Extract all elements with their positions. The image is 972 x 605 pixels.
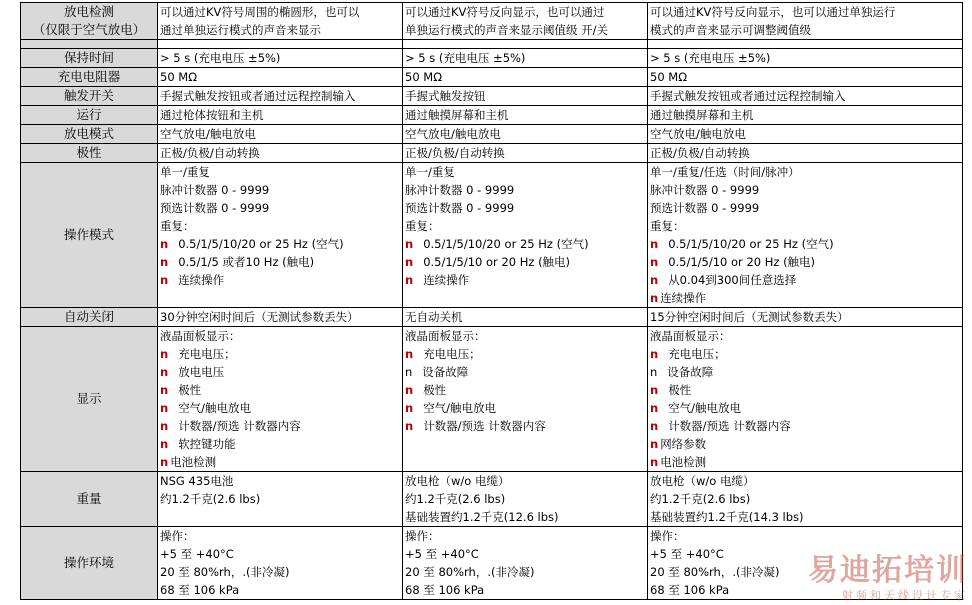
cell-auto-off-2: 无自动关机 — [403, 308, 648, 327]
bullet: n — [650, 255, 659, 269]
row-polarity — [21, 144, 963, 163]
row-hold-time — [21, 49, 963, 68]
label-trigger: 触发开关 — [21, 87, 158, 106]
row-discharge-mode — [21, 125, 963, 144]
bullet: n — [160, 419, 169, 433]
cell-auto-off-3: 15分钟空闲时间后（无测试参数丢失） — [648, 308, 963, 327]
cell-display-2: 液晶面板显示： n 充电电压； n 设备故障 n 极性 n 空气/触电放电 n 计数器/预选 计数器内容 — [403, 327, 648, 472]
label-hold-time: 保持时间 — [21, 49, 158, 68]
row-trigger — [21, 87, 963, 106]
cell-weight-3: 放电枪（w/o 电缆） 约1.2千克(2.6 lbs) 基础装置约1.2千克(14.3 lbs) — [648, 472, 963, 527]
row-run — [21, 106, 963, 125]
label-display: 显示 — [21, 327, 158, 472]
bullet: n — [160, 347, 169, 361]
bullet: n — [160, 437, 169, 451]
row-gap — [21, 40, 963, 49]
cell-discharge-mode-1: 空气放电/触电放电 — [158, 125, 403, 144]
cell-charge-resistor-3: 50 MΩ — [648, 68, 963, 87]
cell-environment-2: 操作： +5 至 +40°C 20 至 80%rh，.(非冷凝) 68 至 106 kPa — [403, 527, 648, 600]
row-charge-resistor — [21, 68, 963, 87]
bullet: n — [650, 237, 659, 251]
bullet: n — [405, 273, 414, 287]
label-discharge-detect: 放电检测 （仅限于空气放电） — [21, 3, 158, 40]
bullet: n — [650, 347, 659, 361]
label-discharge-mode: 放电模式 — [21, 125, 158, 144]
cell-hold-time-1: > 5 s (充电电压 ±5%) — [158, 49, 403, 68]
cell-environment-3: 操作： +5 至 +40°C 20 至 80%rh，.(非冷凝) 68 至 106 kPa — [648, 527, 963, 600]
bullet: n — [405, 347, 414, 361]
bullet: n — [650, 383, 659, 397]
bullet: n — [160, 365, 169, 379]
row-display — [21, 327, 963, 472]
cell-discharge-detect-2: 可以通过KV符号反向显示，也可以通过 单独运行模式的声音来显示阈值级 开/关 — [403, 3, 648, 40]
cell-display-3: 液晶面板显示： n 充电电压； n 设备故障 n 极性 n 空气/触电放电 n 计数器/预选 计数器内容 n 网络参数 n 电池检测 — [648, 327, 963, 472]
bullet: n — [650, 437, 659, 451]
cell-run-1: 通过枪体按钮和主机 — [158, 106, 403, 125]
bullet: n — [160, 383, 169, 397]
watermark-subtitle: 射频和天线设计专家 — [842, 589, 968, 602]
cell-discharge-mode-2: 空气放电/触电放电 — [403, 125, 648, 144]
cell-polarity-2: 正极/负极/自动转换 — [403, 144, 648, 163]
bullet: n — [650, 455, 659, 469]
bullet: n — [405, 419, 414, 433]
row-discharge-detect — [21, 3, 963, 40]
bullet: n — [650, 291, 659, 305]
spec-table — [20, 2, 963, 600]
row-weight — [21, 472, 963, 527]
bullet: n — [160, 255, 169, 269]
cell-trigger-1: 手握式触发按钮或者通过远程控制输入 — [158, 87, 403, 106]
label-run: 运行 — [21, 106, 158, 125]
row-operating-mode — [21, 163, 963, 308]
bullet: n — [405, 365, 413, 379]
bullet: n — [650, 401, 659, 415]
bullet: n — [160, 237, 169, 251]
cell-discharge-mode-3: 空气放电/触电放电 — [648, 125, 963, 144]
cell-trigger-2: 手握式触发按钮 — [403, 87, 648, 106]
cell-operating-mode-3: 单一/重复/任选（时间/脉冲） 脉冲计数器 0 - 9999 预选计数器 0 - 9999 重复： n 0.5/1/5/10/20 or 25 Hz (空气) n 0.5/1/5/10 or 20 Hz (触电) n 从0.04到300间任意选择 n 连续操作 — [648, 163, 963, 308]
bullet: n — [160, 273, 169, 287]
cell-operating-mode-1: 单一/重复 脉冲计数器 0 - 9999 预选计数器 0 - 9999 重复： n 0.5/1/5/10/20 or 25 Hz (空气) n 0.5/1/5 或者10 Hz (触电) n 连续操作 — [158, 163, 403, 308]
bullet: n — [405, 255, 414, 269]
cell-environment-1: 操作： +5 至 +40°C 20 至 80%rh，.(非冷凝) 68 至 106 kPa — [158, 527, 403, 600]
watermark-logo: 易迪拓培训 — [808, 553, 968, 588]
cell-operating-mode-2: 单一/重复 脉冲计数器 0 - 9999 预选计数器 0 - 9999 重复： n 0.5/1/5/10/20 or 25 Hz (空气) n 0.5/1/5/10 or 20 Hz (触电) n 连续操作 — [403, 163, 648, 308]
cell-hold-time-2: > 5 s (充电电压 ±5%) — [403, 49, 648, 68]
bullet: n — [650, 365, 658, 379]
cell-discharge-detect-1: 可以通过KV符号周围的椭圆形，也可以 通过单独运行模式的声音来显示 — [158, 3, 403, 40]
cell-trigger-3: 手握式触发按钮或者通过远程控制输入 — [648, 87, 963, 106]
bullet: n — [650, 419, 659, 433]
bullet: n — [405, 383, 414, 397]
label-polarity: 极性 — [21, 144, 158, 163]
cell-charge-resistor-2: 50 MΩ — [403, 68, 648, 87]
cell-weight-2: 放电枪（w/o 电缆） 约1.2千克(2.6 lbs) 基础装置约1.2千克(12.6 lbs) — [403, 472, 648, 527]
row-auto-off — [21, 308, 963, 327]
bullet: n — [405, 237, 414, 251]
bullet: n — [650, 273, 659, 287]
watermark — [808, 555, 968, 603]
bullet: n — [160, 455, 169, 469]
bullet: n — [160, 401, 169, 415]
label-auto-off: 自动关闭 — [21, 308, 158, 327]
cell-run-3: 通过触摸屏幕和主机 — [648, 106, 963, 125]
label-environment: 操作环境 — [21, 527, 158, 600]
label-weight: 重量 — [21, 472, 158, 527]
cell-display-1: 液晶面板显示： n 充电电压； n 放电电压 n 极性 n 空气/触电放电 n 计数器/预选 计数器内容 n 软控键功能 n 电池检测 — [158, 327, 403, 472]
label-charge-resistor: 充电电阻器 — [21, 68, 158, 87]
cell-run-2: 通过触摸屏幕和主机 — [403, 106, 648, 125]
cell-discharge-detect-3: 可以通过KV符号反向显示，也可以通过单独运行 模式的声音来显示可调整阈值级 — [648, 3, 963, 40]
cell-polarity-1: 正极/负极/自动转换 — [158, 144, 403, 163]
bullet: n — [405, 401, 414, 415]
cell-weight-1: NSG 435电池 约1.2千克(2.6 lbs) — [158, 472, 403, 527]
cell-polarity-3: 正极/负极/自动转换 — [648, 144, 963, 163]
cell-charge-resistor-1: 50 MΩ — [158, 68, 403, 87]
label-operating-mode: 操作模式 — [21, 163, 158, 308]
cell-hold-time-3: > 5 s (充电电压 ±5%) — [648, 49, 963, 68]
cell-auto-off-1: 30分钟空闲时间后（无测试参数丢失） — [158, 308, 403, 327]
